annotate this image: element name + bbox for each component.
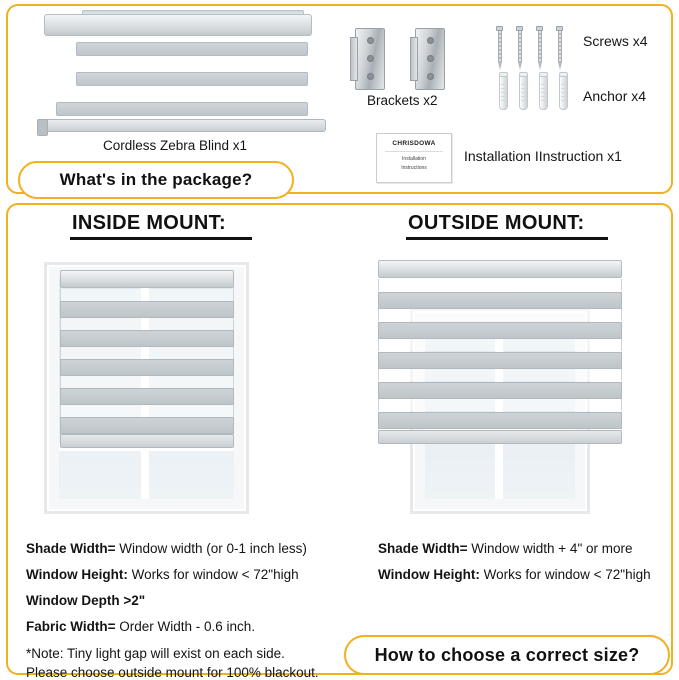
manual-line-1: Installation — [402, 156, 426, 162]
screw — [496, 26, 503, 70]
inside-spec-1 — [26, 567, 299, 582]
anchor — [499, 74, 508, 110]
bracket-right — [415, 28, 445, 90]
blind-sheer — [378, 279, 622, 291]
blind-sheer — [60, 318, 234, 330]
bracket-hole — [367, 37, 374, 44]
bracket-tab — [410, 37, 418, 81]
blind-sheer — [378, 399, 622, 411]
divider — [385, 151, 443, 152]
blind-sheer — [60, 376, 234, 388]
inside-blind — [60, 270, 234, 442]
bracket-left — [355, 28, 385, 90]
anchor — [519, 74, 528, 110]
blind-sheer — [60, 405, 234, 417]
anchor-caption: Anchor x4 — [583, 88, 647, 104]
screw — [556, 26, 563, 70]
outside-mount-illustration — [378, 248, 636, 516]
outside-blind — [378, 260, 622, 444]
bracket-hole — [427, 37, 434, 44]
inside-title-underline — [70, 237, 252, 240]
blind-sheer — [60, 347, 234, 359]
outside-mount-title: OUTSIDE MOUNT: — [408, 212, 585, 234]
blind-slat — [378, 292, 622, 309]
manual-caption: Installation IInstruction x1 — [464, 148, 622, 164]
headrail — [44, 14, 312, 36]
bracket-hole — [427, 55, 434, 62]
inside-note-line-2: Please choose outside mount for 100% blackout. — [26, 665, 319, 680]
zebra-blind-illustration — [38, 8, 326, 138]
outside-title-underline — [406, 237, 608, 240]
bracket-tab — [350, 37, 358, 81]
blind-sheer — [60, 289, 234, 301]
screws-caption: Screws x4 — [583, 33, 648, 49]
brand-label: CHRISDOWA — [392, 140, 436, 147]
blind-headrail — [60, 270, 234, 288]
inside-note-line-1: *Note: Tiny light gap will exist on each side. — [26, 646, 285, 661]
inside-spec-1-label: Window Height: — [26, 567, 128, 582]
inside-note — [26, 644, 356, 680]
blind-slat — [378, 322, 622, 339]
outside-spec-1-label: Window Height: — [378, 567, 480, 582]
inside-spec-0-value: Window width (or 0-1 inch less) — [115, 541, 307, 556]
blind-slat — [60, 359, 234, 376]
outside-spec-0-label: Shade Width= — [378, 541, 468, 556]
brackets-caption: Brackets x2 — [367, 93, 438, 108]
inside-spec-2 — [26, 593, 145, 608]
blind-sheer — [378, 339, 622, 351]
outside-spec-0-value: Window width + 4" or more — [467, 541, 633, 556]
blind-slat — [60, 301, 234, 318]
blind-sheer — [378, 309, 622, 321]
installation-manual — [376, 133, 452, 183]
blind-slat — [60, 388, 234, 405]
inside-spec-3-value: Order Width - 0.6 inch. — [115, 619, 256, 634]
outside-spec-1-value: Works for window < 72"high — [479, 567, 651, 582]
blind-slat — [60, 330, 234, 347]
screw — [516, 26, 523, 70]
bracket-hole — [367, 55, 374, 62]
bracket-hole — [367, 73, 374, 80]
inside-spec-3 — [26, 619, 255, 634]
blind-headrail — [378, 260, 622, 278]
blind-slat — [378, 352, 622, 369]
inside-mount-illustration — [38, 248, 280, 516]
blind-slat — [60, 417, 234, 434]
bracket-hole — [427, 73, 434, 80]
inside-spec-0 — [26, 541, 307, 556]
outside-spec-1 — [378, 567, 651, 582]
inside-spec-0-label: Shade Width= — [26, 541, 116, 556]
inside-spec-1-value: Works for window < 72"high — [127, 567, 299, 582]
screw — [536, 26, 543, 70]
size-badge: How to choose a correct size? — [344, 635, 670, 675]
anchor — [559, 74, 568, 110]
blind-slat — [76, 72, 308, 86]
manual-line-2: Instructions — [401, 165, 427, 171]
package-badge: What's in the package? — [18, 161, 294, 199]
blind-slat — [378, 412, 622, 429]
anchor — [539, 74, 548, 110]
inside-spec-2-label: Window Depth >2" — [26, 593, 146, 608]
bottom-rail — [38, 119, 326, 132]
outside-spec-0 — [378, 541, 633, 556]
blind-sheer — [378, 369, 622, 381]
blind-slat — [76, 42, 308, 56]
blind-bottom-rail — [378, 430, 622, 444]
blind-slat — [56, 102, 308, 116]
blind-bottom-rail — [60, 434, 234, 448]
inside-spec-3-label: Fabric Width= — [26, 619, 116, 634]
blind-slat — [378, 382, 622, 399]
blind-caption: Cordless Zebra Blind x1 — [103, 138, 248, 153]
inside-mount-title: INSIDE MOUNT: — [72, 212, 226, 234]
